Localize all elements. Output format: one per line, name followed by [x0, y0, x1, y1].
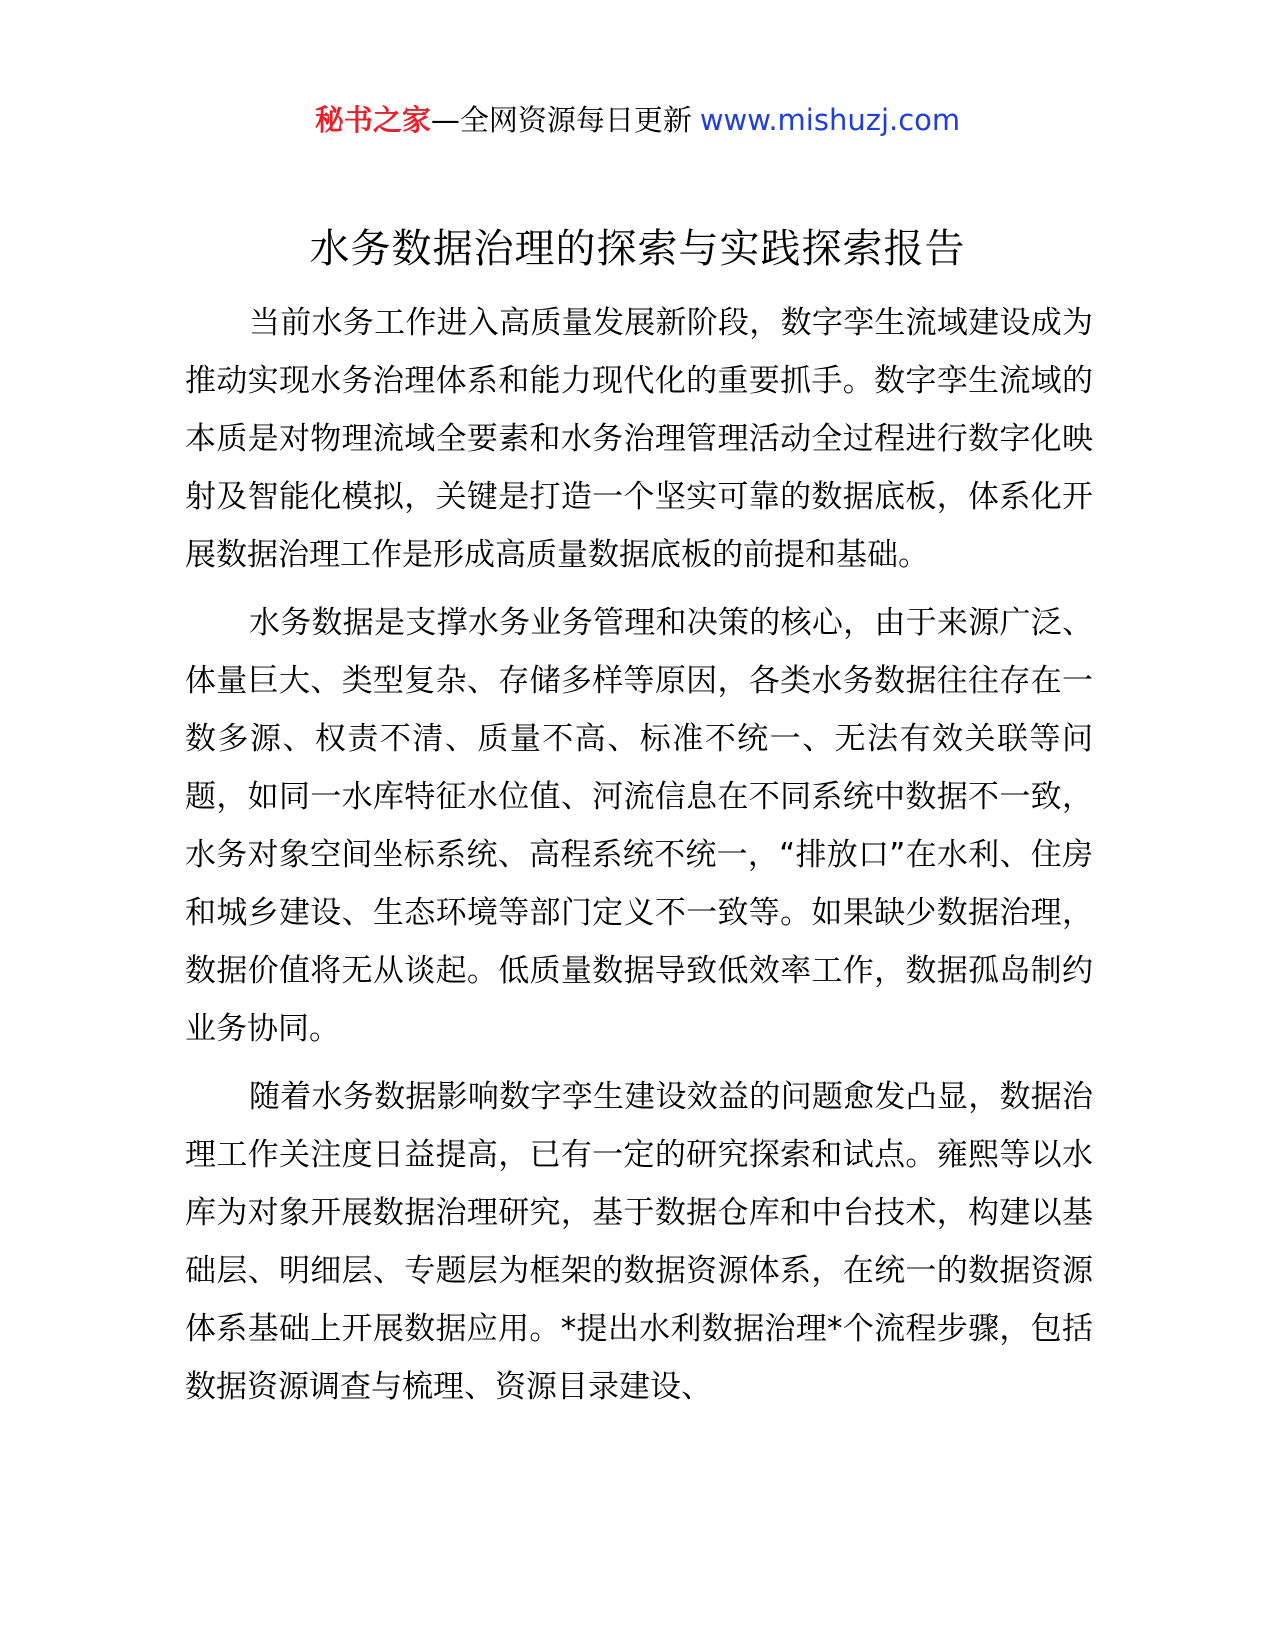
paragraph-2: 水务数据是支撑水务业务管理和决策的核心，由于来源广泛、体量巨大、类型复杂、存储多样等原因，各类水务数据往往存在一数多源、权责不清、质量不高、标准不统一、无法有效关联等问题，如同一水库特征水位值、河流信息在不同系统中数据不一致，水务对象空间坐标系统、高程系统不统一，“排放口”在水利、住房和城乡建设、生态环境等部门定义不一致等。如果缺少数据治理，数据价值将无从谈起。低质量数据导致低效率工作，数据孤岛制约业务协同。	[185, 605, 1093, 1047]
site-header	[0, 100, 1275, 140]
paragraph-3: 随着水务数据影响数字孪生建设效益的问题愈发凸显，数据治理工作关注度日益提高，已有一定的研究探索和试点。雍熙等以水库为对象开展数据治理研究，基于数据仓库和中台技术，构建以基础层、明细层、专题层为框架的数据资源体系，在统一的数据资源体系基础上开展数据应用。*提出水利数据治理*个流程步骤，包括数据资源调查与梳理、资源目录建设、	[185, 1079, 1093, 1405]
site-tagline: —全网资源每日更新	[430, 103, 692, 137]
paragraph-1: 当前水务工作进入高质量发展新阶段，数字孪生流域建设成为推动实现水务治理体系和能力现代化的重要抓手。数字孪生流域的本质是对物理流域全要素和水务治理管理活动全过程进行数字化映射及智能化模拟，关键是打造一个坚实可靠的数据底板，体系化开展数据治理工作是形成高质量数据底板的前提和基础。	[185, 305, 1093, 573]
document-body	[185, 294, 1093, 1426]
site-brand: 秘书之家	[314, 103, 431, 137]
site-url-link[interactable]: www.mishuzj.com	[699, 103, 961, 137]
document-title: 水务数据治理的探索与实践探索报告	[309, 226, 966, 272]
